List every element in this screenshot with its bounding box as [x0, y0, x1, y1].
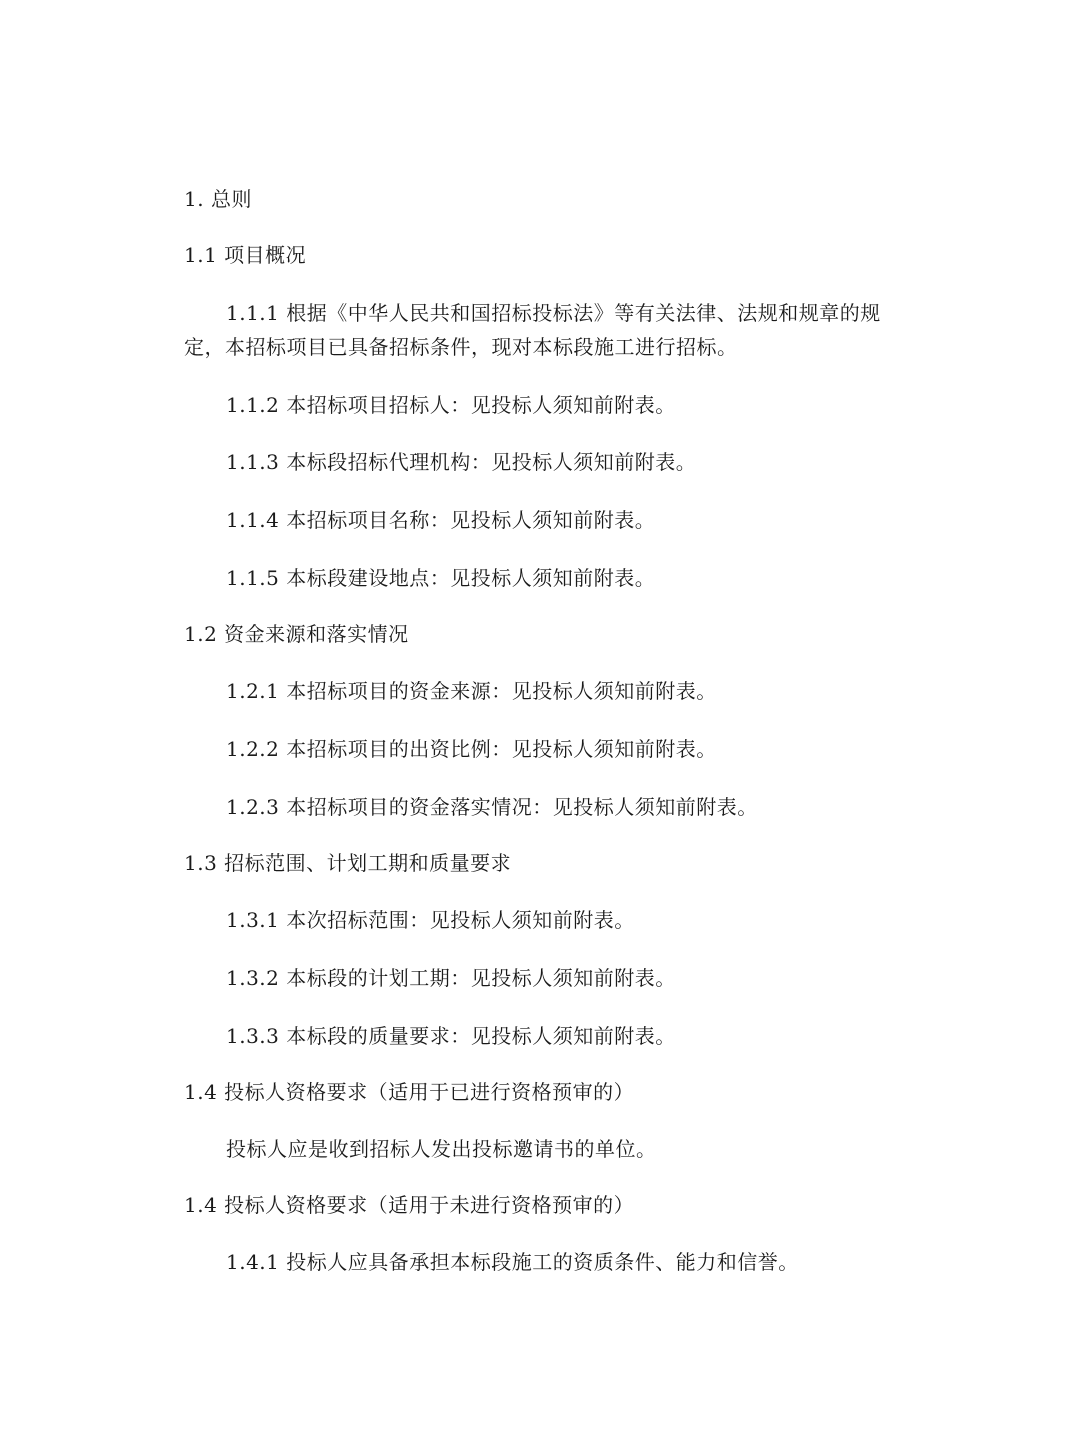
paragraph-1-1-4: 1.1.4 本招标项目名称：见投标人须知前附表。: [226, 508, 656, 532]
chapter-heading: 1. 总则: [184, 187, 252, 211]
paragraph-1-4-1: 1.4.1 投标人应具备承担本标段施工的资质条件、能力和信誉。: [226, 1250, 799, 1274]
paragraph-1-4-prequalified: 投标人应是收到招标人发出投标邀请书的单位。: [226, 1137, 657, 1161]
paragraph-1-2-2: 1.2.2 本招标项目的出资比例：见投标人须知前附表。: [226, 737, 717, 761]
paragraph-1-3-1: 1.3.1 本次招标范围：见投标人须知前附表。: [226, 908, 635, 932]
paragraph-1-1-2: 1.1.2 本招标项目招标人：见投标人须知前附表。: [226, 393, 676, 417]
section-1-4-non-prequalified-title: 1.4 投标人资格要求（适用于未进行资格预审的）: [184, 1193, 635, 1217]
paragraph-1-3-2: 1.3.2 本标段的计划工期：见投标人须知前附表。: [226, 966, 676, 990]
section-1-1-title: 1.1 项目概况: [184, 243, 307, 267]
section-1-2-title: 1.2 资金来源和落实情况: [184, 622, 409, 646]
paragraph-1-2-1: 1.2.1 本招标项目的资金来源：见投标人须知前附表。: [226, 679, 717, 703]
paragraph-1-2-3: 1.2.3 本招标项目的资金落实情况：见投标人须知前附表。: [226, 795, 758, 819]
section-1-4-prequalified-title: 1.4 投标人资格要求（适用于已进行资格预审的）: [184, 1080, 635, 1104]
paragraph-1-1-3: 1.1.3 本标段招标代理机构：见投标人须知前附表。: [226, 450, 697, 474]
section-1-3-title: 1.3 招标范围、计划工期和质量要求: [184, 851, 512, 875]
paragraph-1-1-5: 1.1.5 本标段建设地点：见投标人须知前附表。: [226, 566, 656, 590]
paragraph-1-3-3: 1.3.3 本标段的质量要求：见投标人须知前附表。: [226, 1024, 676, 1048]
paragraph-1-1-1: 1.1.1 根据《中华人民共和国招标投标法》等有关法律、法规和规章的规定，本招标项目已具备招标条件，现对本标段施工进行招标。: [184, 301, 881, 359]
